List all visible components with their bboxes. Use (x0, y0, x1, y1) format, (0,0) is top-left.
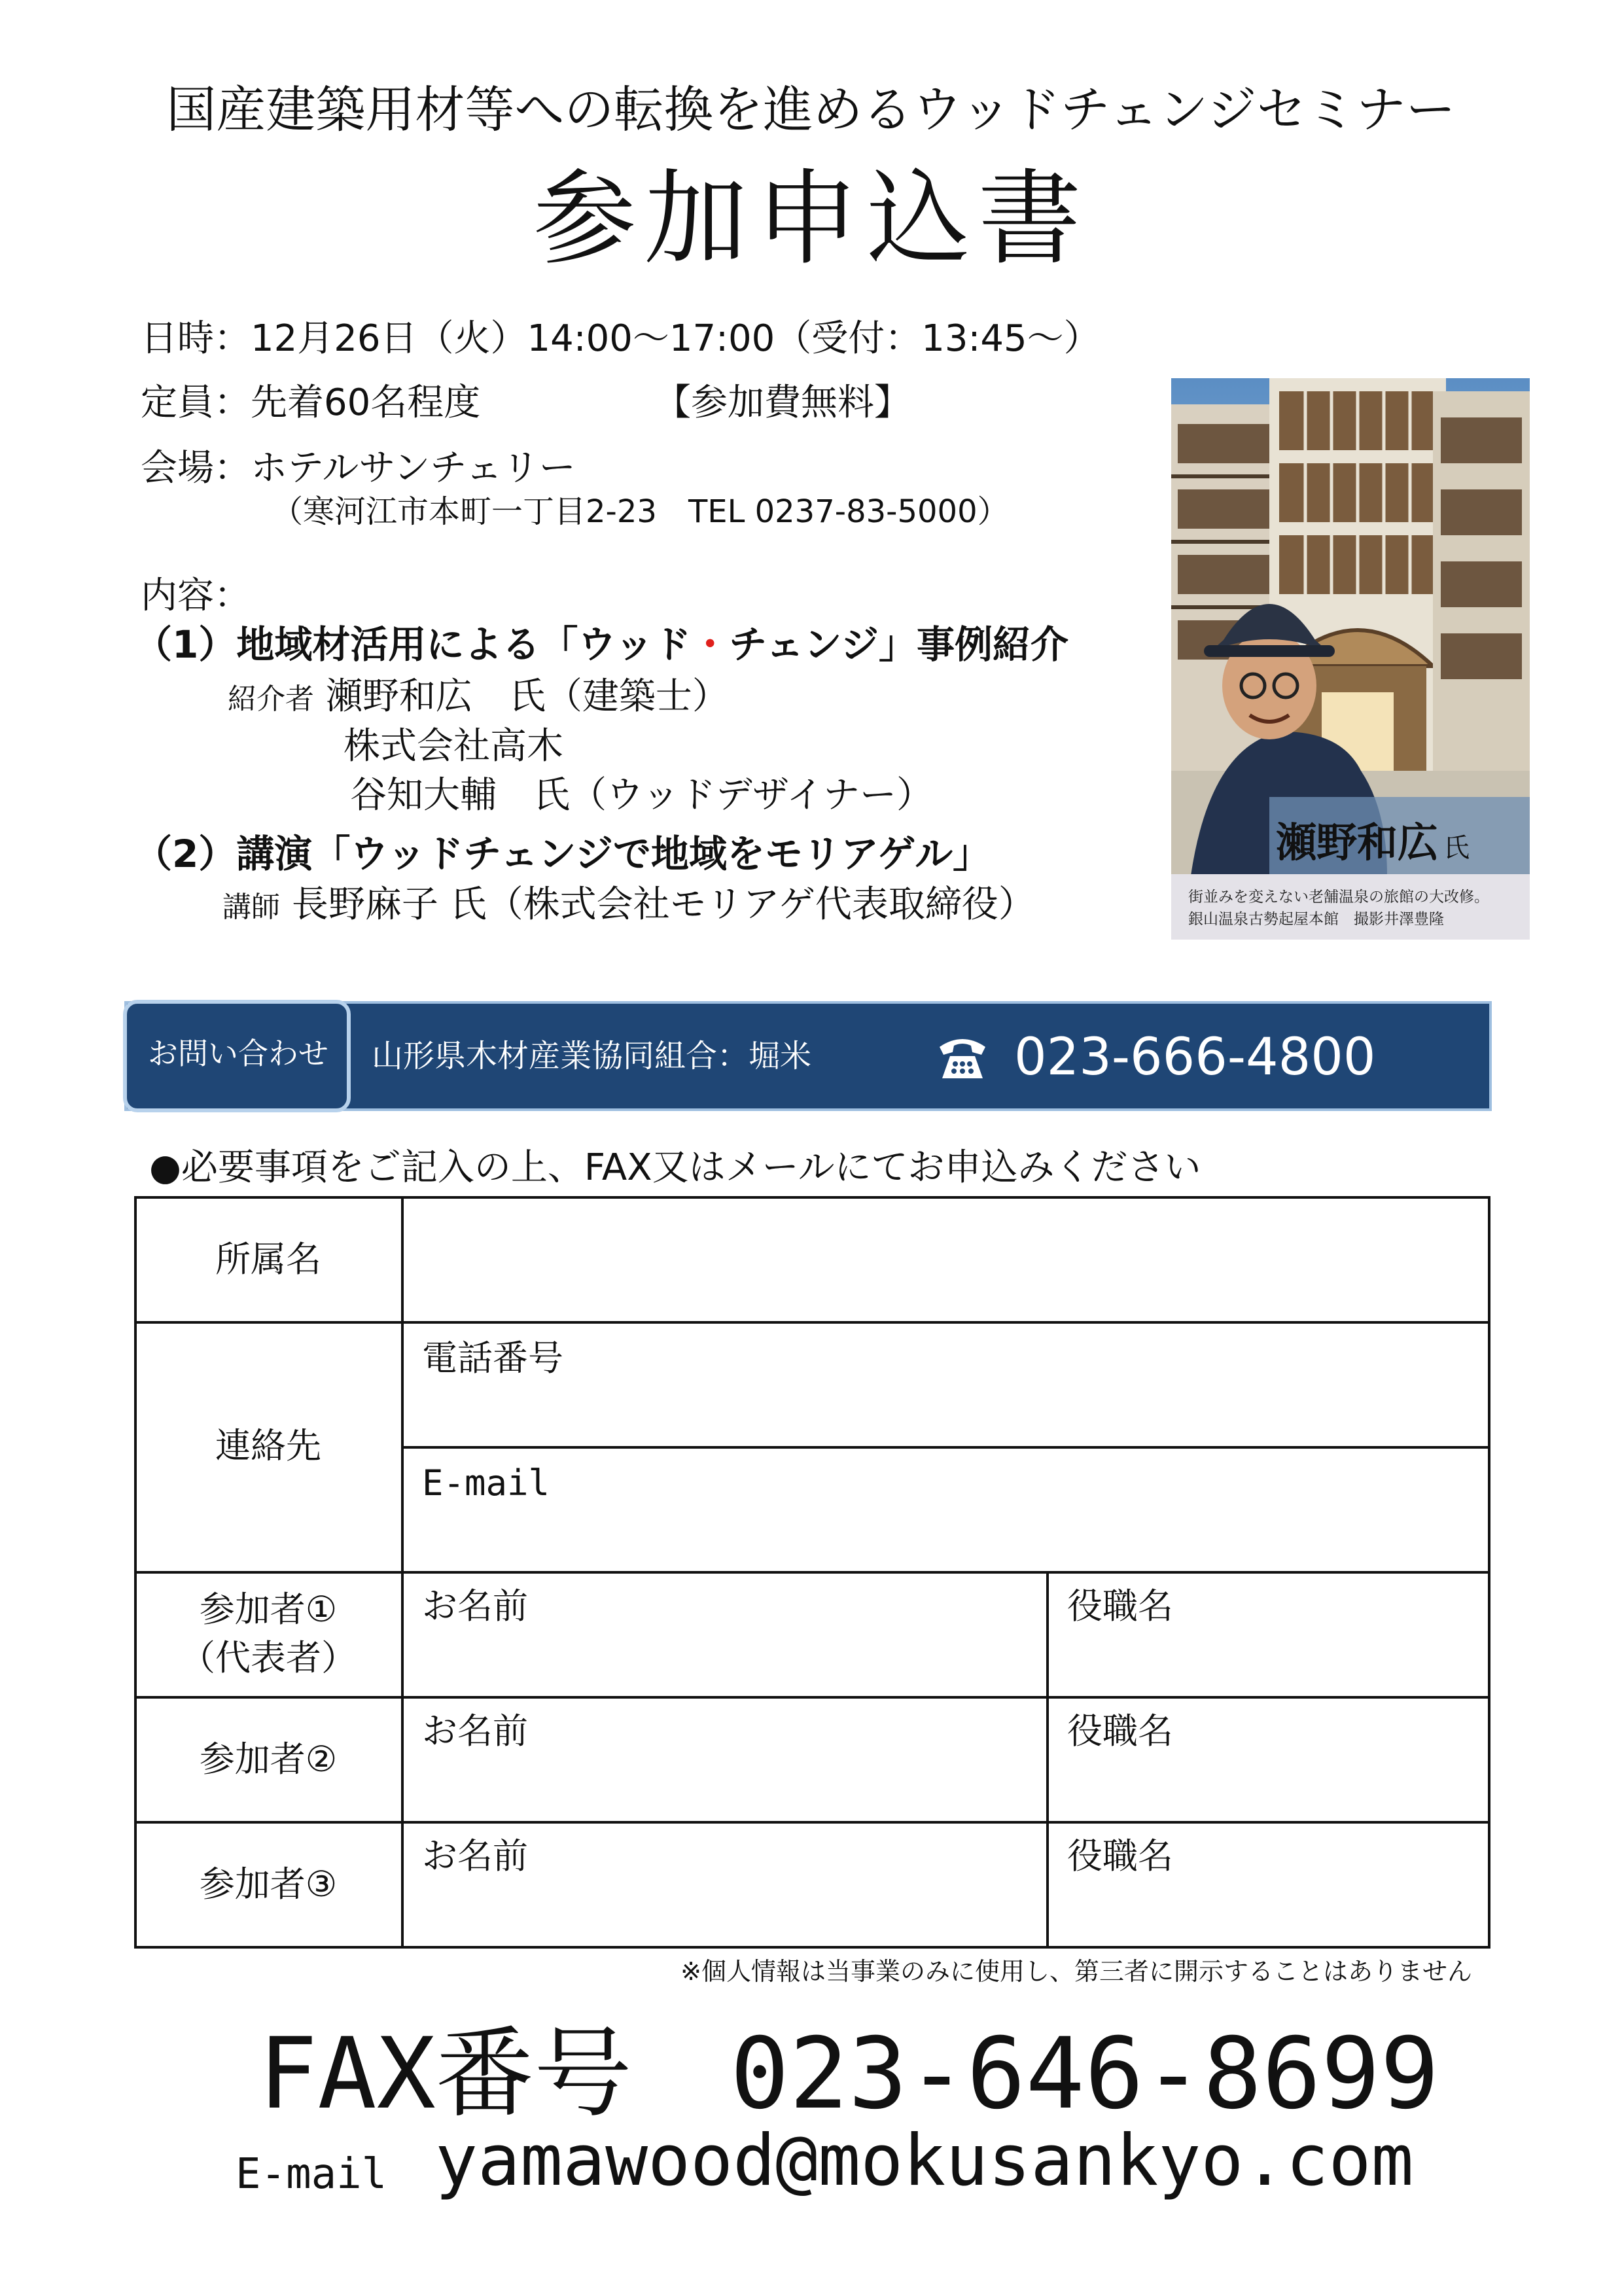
speaker: 長野麻子 氏（株式会社モリアゲ代表取締役） (291, 883, 1035, 926)
program-item-1-title-a: （1）地域材活用による「ウッド (134, 622, 692, 667)
phone-field-label: 電話番号 (422, 1337, 563, 1379)
participant-1-name-label: お名前 (422, 1585, 528, 1627)
contact-tab-label: お問い合わせ (148, 1036, 328, 1071)
program-item-1-title-b: チェンジ」事例紹介 (729, 622, 1069, 667)
privacy-note: ※個人情報は当事業のみに使用し、第三者に開示することはありません (680, 1957, 1472, 1986)
instruction-text: ●必要事項をご記入の上、FAX又はメールにてお申込みください (149, 1146, 1201, 1189)
participant-2-position-input[interactable] (1049, 1699, 1489, 1821)
participant-3-name-label: お名前 (422, 1835, 528, 1877)
photo-caption-line-1: 街並みを変えない老舗温泉の旅館の大改修。 (1188, 889, 1489, 906)
participant-2-name-label: お名前 (422, 1710, 528, 1752)
participant-3-position-input[interactable] (1049, 1824, 1489, 1946)
page-title: 参加申込書 (533, 159, 1089, 279)
participant-1-label (134, 1572, 402, 1697)
affiliation-label: 所属名 (215, 1239, 321, 1280)
contact-organization: 山形県木材産業協同組合：堀米 (372, 1038, 812, 1074)
presenter-1: 瀬野和広 氏（建築士） (325, 675, 729, 718)
participant-3-label: 参加者③ (199, 1863, 338, 1905)
participant-2-label: 参加者② (199, 1739, 338, 1780)
email-field-label: E-mail (422, 1462, 550, 1504)
photo-name: 瀬野和広 (1276, 819, 1439, 866)
footer-email-address[interactable]: yamawood@mokusankyo.com (435, 2120, 1414, 2202)
event-capacity: 定員：先着60名程度 (141, 381, 481, 424)
event-venue: 会場：ホテルサンチェリー (141, 447, 576, 489)
photo-name-suffix: 氏 (1443, 833, 1470, 863)
contact-label: 連絡先 (215, 1425, 321, 1466)
event-fee: 【参加費無料】 (654, 381, 911, 424)
venue-address: （寒河江市本町一丁目2-23 TEL 0237-83-5000） (272, 493, 1009, 530)
accent-dot: ・ (691, 622, 730, 667)
phone-input[interactable] (404, 1324, 1489, 1446)
participant-3-name-input[interactable] (404, 1824, 1046, 1946)
speaker-row (222, 883, 1035, 929)
program-item-1-title (134, 622, 1068, 667)
participant-2-name-input[interactable] (404, 1699, 1046, 1821)
participant-3-position-label: 役職名 (1067, 1835, 1173, 1877)
photo-caption (1171, 874, 1530, 940)
program-item-2-title: （2）講演「ウッドチェンジで地域をモリアゲル」 (134, 832, 991, 876)
presenter-label: 紹介者 (228, 682, 314, 716)
presenter-3: 谷知大輔 氏（ウッドデザイナー） (350, 774, 933, 817)
contact-phone: 023-666-4800 (1014, 1028, 1376, 1087)
content-label: 内容： (141, 574, 251, 617)
footer-email-label: E-mail (236, 2150, 387, 2199)
photo-caption-line-2: 銀山温泉古勢起屋本館 撮影井澤豊隆 (1188, 911, 1444, 928)
event-datetime: 日時：12月26日（火）14:00～17:00（受付：13:45～） (141, 317, 1101, 360)
participant-1-position-label: 役職名 (1067, 1585, 1173, 1627)
fax-label: FAX番号 (258, 2017, 632, 2131)
seminar-subtitle: 国産建築用材等への転換を進めるウッドチェンジセミナー (166, 80, 1456, 139)
application-form (134, 1196, 1490, 1949)
email-input[interactable] (404, 1449, 1489, 1571)
fax-number: 023-646-8699 (730, 2017, 1439, 2131)
speaker-label: 講師 (222, 891, 280, 924)
presenter-row-1 (228, 675, 729, 721)
participant-1-label-a: 参加者① (199, 1589, 338, 1630)
participant-1-name-input[interactable] (404, 1574, 1046, 1696)
participant-1-position-input[interactable] (1049, 1574, 1489, 1696)
telephone-icon (936, 1033, 989, 1081)
participant-2-position-label: 役職名 (1067, 1710, 1173, 1752)
affiliation-input[interactable] (404, 1199, 1489, 1321)
participant-1-label-b: （代表者） (180, 1637, 357, 1678)
photo-name-label (1276, 810, 1470, 868)
presenter-photo (1171, 378, 1530, 940)
fax-line (258, 2015, 1439, 2133)
presenter-2: 株式会社高木 (344, 725, 563, 768)
